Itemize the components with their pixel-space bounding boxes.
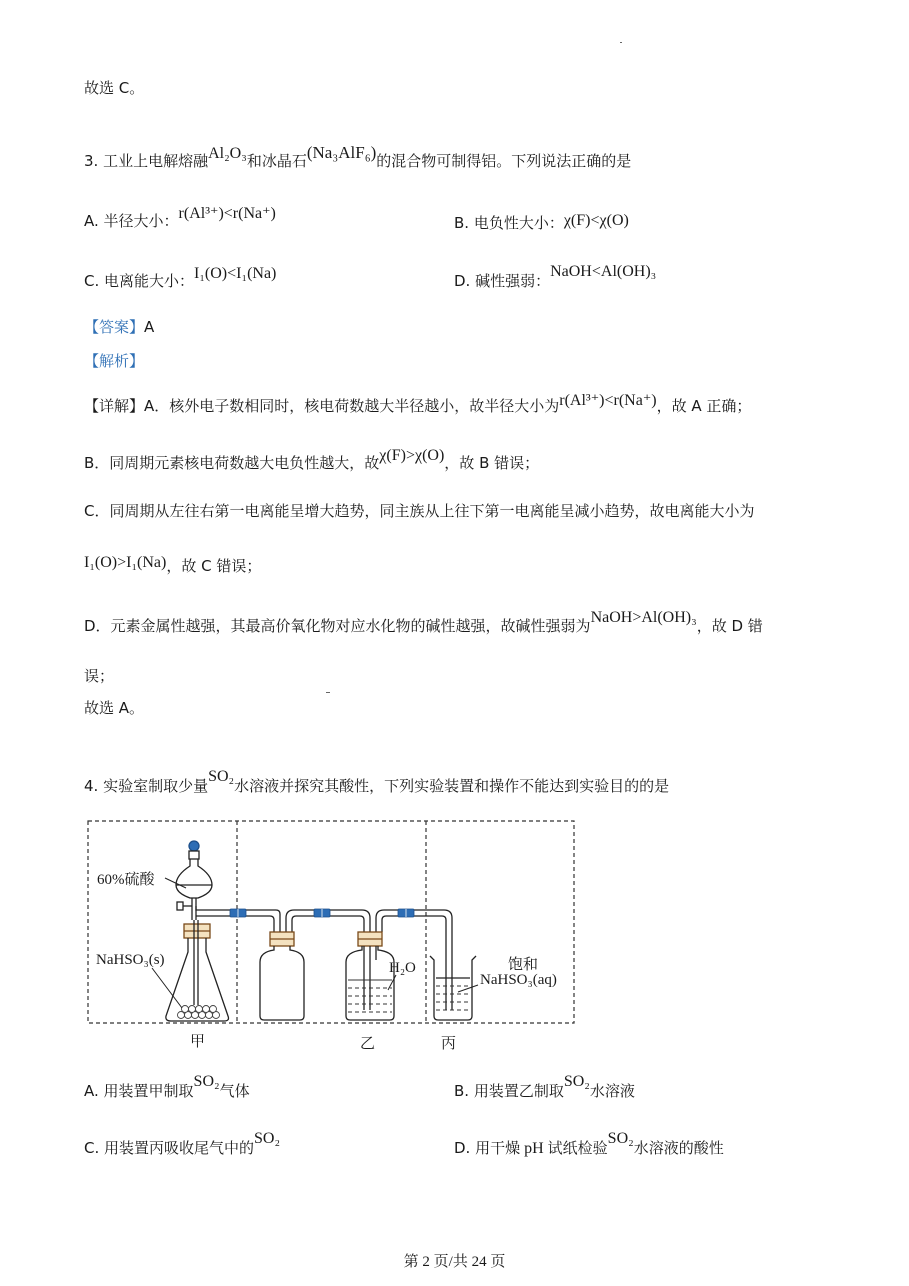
q3-conclusion: 故选 A。 — [84, 699, 145, 717]
previous-conclusion: 故选 C。 — [84, 79, 145, 97]
q3-option-c: C. 电离能大小：I₁(O)<I₁(Na) — [84, 265, 277, 290]
q3-answer — [84, 316, 154, 337]
caption-bing: 丙 — [441, 1034, 457, 1052]
water-absorption-bottle — [346, 932, 394, 1020]
tube-connectors — [230, 909, 414, 917]
q4-formula-so2: SO₂ — [208, 768, 235, 785]
separatory-funnel — [176, 841, 212, 920]
q3-detail-d1: D．元素金属性越强，其最高价氧化物对应水化物的碱性越强，故碱性强弱为NaOH>Al(OH)₃，故 D 错 — [84, 609, 763, 635]
q3-option-b-formula: χ(F)<χ(O) — [563, 212, 629, 229]
q3-stem-text: 的混合物可制得铝。下列说法正确的是 — [376, 152, 632, 170]
q3-detail-c1: C．同周期从左往右第一电离能呈增大趋势，同主族从上往下第一电离能呈减小趋势，故电离能大小为 — [84, 502, 755, 520]
q3-detail-b-formula: χ(F)>χ(O) — [379, 447, 445, 464]
q3-stem-text: 3. 工业上电解熔融 — [84, 152, 209, 170]
q3-option-c-formula: I₁(O)<I₁(Na) — [194, 265, 277, 282]
label-saturated: 饱和 — [508, 957, 539, 973]
stray-dot — [620, 42, 622, 43]
label-sulfuric-acid: 60%硫酸 — [97, 872, 155, 888]
dashed-frame — [88, 821, 574, 1023]
sodium-bisulfite-solid — [178, 1006, 220, 1019]
beaker-solution — [436, 986, 470, 1010]
q3-stem-text: 和冰晶石 — [246, 152, 307, 170]
q4-option-a-formula: SO₂ — [193, 1073, 220, 1090]
beaker — [430, 956, 476, 1020]
q4-option-c: C. 用装置丙吸收尾气中的SO₂ — [84, 1130, 281, 1157]
analysis-tag: 【解析】 — [84, 352, 145, 370]
stray-dot — [326, 692, 330, 693]
q3-stem — [84, 143, 632, 171]
q4-option-a: A. 用装置甲制取SO₂气体 — [84, 1073, 250, 1100]
caption-yi: 乙 — [360, 1034, 376, 1052]
q4-option-d: D. 用干燥 pH 试纸检验SO₂水溶液的酸性 — [454, 1130, 724, 1157]
q3-formula-cryolite: (Na₃AlF₆) — [306, 143, 377, 162]
q3-formula-al2o3: Al₂O₃ — [208, 145, 247, 162]
q3-detail-c2: I₁(O)>I₁(Na)，故 C 错误； — [84, 554, 262, 575]
conical-flask — [166, 920, 229, 1021]
q3-detail-d-formula: NaOH>Al(OH)₃ — [590, 609, 697, 626]
label-nahso3-aq: NaHSO₃(aq) — [480, 972, 557, 988]
q3-detail-b: B．同周期元素核电荷数越大电负性越大，故χ(F)>χ(O)，故 B 错误； — [84, 447, 540, 472]
page-footer: 第 2 页/共 24 页 — [403, 1254, 506, 1270]
label-water: H₂O — [389, 960, 416, 976]
q3-detail-a-formula: r(Al³⁺)<r(Na⁺) — [559, 392, 657, 409]
gas-tubes — [196, 906, 452, 1010]
q3-option-d: D. 碱性强弱：NaOH<Al(OH)₃ — [454, 263, 657, 290]
label-nahso3-solid: NaHSO₃(s) — [96, 952, 165, 968]
empty-gas-bottle — [260, 932, 304, 1020]
water-level — [348, 980, 392, 1012]
caption-jia: 甲 — [190, 1032, 206, 1050]
q4-option-d-ph: pH — [524, 1140, 544, 1157]
q3-option-a-formula: r(Al³⁺)<r(Na⁺) — [178, 205, 276, 222]
q3-option-d-formula: NaOH<Al(OH)₃ — [550, 263, 657, 280]
q3-detail-d2: 误； — [84, 667, 115, 685]
answer-tag: 【答案】 — [84, 318, 145, 336]
q3-option-b: B. 电负性大小：χ(F)<χ(O) — [454, 212, 629, 232]
q4-option-b: B. 用装置乙制取SO₂水溶液 — [454, 1073, 635, 1100]
answer-value: A — [144, 318, 155, 336]
q4-option-b-formula: SO₂ — [563, 1073, 590, 1090]
q4-option-d-formula: SO₂ — [607, 1130, 634, 1147]
label-leaders — [152, 878, 478, 1008]
q3-detail-c-formula: I₁(O)>I₁(Na) — [84, 554, 167, 571]
q4-option-c-formula: SO₂ — [254, 1130, 281, 1147]
q3-option-a: A. 半径大小：r(Al³⁺)<r(Na⁺) — [84, 205, 276, 230]
q3-detail-a: 【详解】A．核外电子数相同时，核电荷数越大半径越小，故半径大小为r(Al³⁺)<r(Na⁺)，故 A 正确； — [84, 392, 752, 415]
q4-stem: 4. 实验室制取少量SO₂水溶液并探究其酸性，下列实验装置和操作不能达到实验目的的是 — [84, 768, 670, 795]
